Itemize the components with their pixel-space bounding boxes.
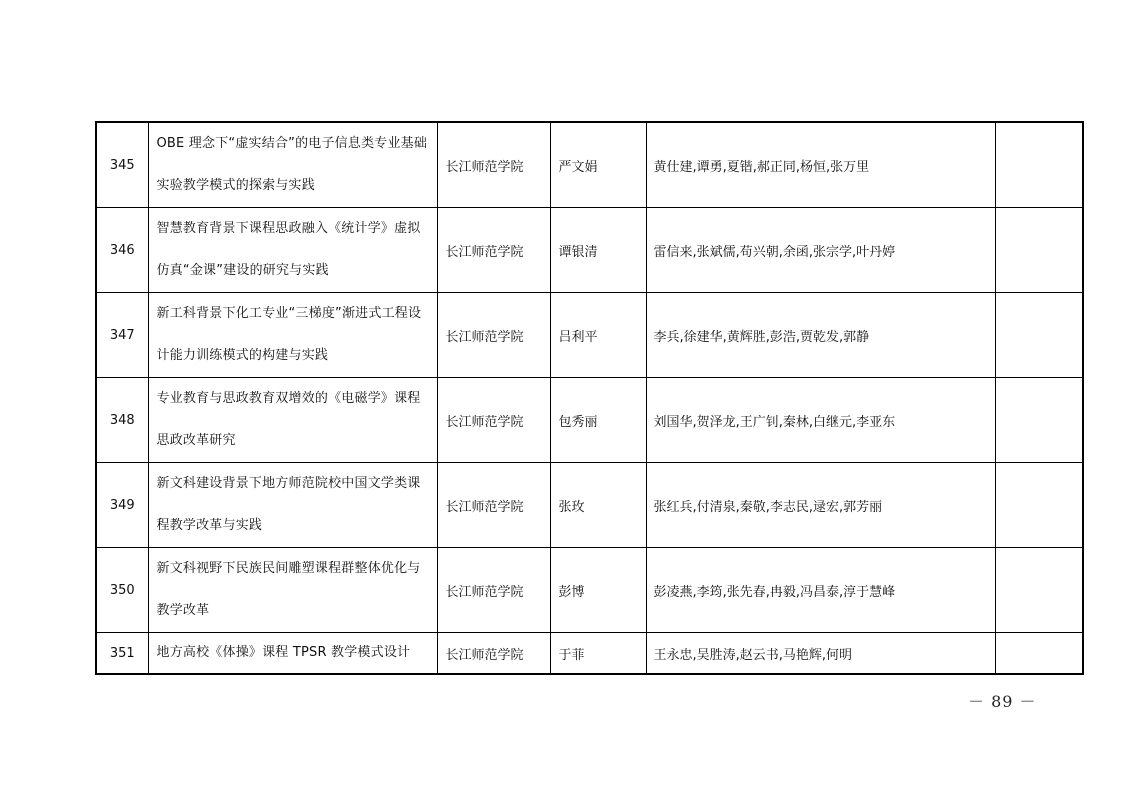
team-members: 王永忠,吴胜涛,赵云书,马艳辉,何明 (646, 633, 995, 675)
project-title: 智慧教育背景下课程思政融入《统计学》虚拟仿真“金课”建设的研究与实践 (148, 208, 437, 293)
remarks-cell (995, 208, 1083, 293)
team-members: 雷信来,张斌儒,苟兴朝,余函,张宗学,叶丹婷 (646, 208, 995, 293)
institution: 长江师范学院 (437, 122, 550, 208)
row-number: 348 (96, 378, 148, 463)
row-number: 345 (96, 122, 148, 208)
project-table-body (96, 122, 1083, 674)
project-leader: 张玫 (550, 463, 646, 548)
project-table (95, 121, 1084, 675)
team-members: 黄仕建,谭勇,夏锴,郝正同,杨恒,张万里 (646, 122, 995, 208)
institution: 长江师范学院 (437, 208, 550, 293)
remarks-cell (995, 548, 1083, 633)
remarks-cell (995, 378, 1083, 463)
table-row (96, 208, 1083, 293)
row-number: 347 (96, 293, 148, 378)
remarks-cell (995, 293, 1083, 378)
remarks-cell (995, 463, 1083, 548)
institution: 长江师范学院 (437, 293, 550, 378)
row-number: 351 (96, 633, 148, 675)
project-leader: 包秀丽 (550, 378, 646, 463)
table-row (96, 548, 1083, 633)
table-row (96, 378, 1083, 463)
team-members: 刘国华,贺泽龙,王广钊,秦林,白继元,李亚东 (646, 378, 995, 463)
remarks-cell (995, 122, 1083, 208)
row-number: 349 (96, 463, 148, 548)
team-members: 李兵,徐建华,黄辉胜,彭浩,贾乾发,郭静 (646, 293, 995, 378)
project-title: 专业教育与思政教育双增效的《电磁学》课程思政改革研究 (148, 378, 437, 463)
table-row (96, 463, 1083, 548)
project-leader: 谭银清 (550, 208, 646, 293)
project-title: 新文科建设背景下地方师范院校中国文学类课程教学改革与实践 (148, 463, 437, 548)
project-title: 新文科视野下民族民间雕塑课程群整体优化与教学改革 (148, 548, 437, 633)
team-members: 彭凌燕,李筠,张先春,冉毅,冯昌泰,淳于慧峰 (646, 548, 995, 633)
project-leader: 吕利平 (550, 293, 646, 378)
table-row (96, 122, 1083, 208)
project-leader: 彭博 (550, 548, 646, 633)
remarks-cell (995, 633, 1083, 675)
institution: 长江师范学院 (437, 633, 550, 675)
table-row (96, 633, 1083, 675)
page-number: － 89 － (968, 692, 1037, 711)
institution: 长江师范学院 (437, 378, 550, 463)
project-title: 地方高校《体操》课程 TPSR 教学模式设计 (148, 633, 437, 675)
project-leader: 严文娟 (550, 122, 646, 208)
institution: 长江师范学院 (437, 548, 550, 633)
table-row (96, 293, 1083, 378)
row-number: 346 (96, 208, 148, 293)
project-title: 新工科背景下化工专业“三梯度”渐进式工程设计能力训练模式的构建与实践 (148, 293, 437, 378)
team-members: 张红兵,付清泉,秦敬,李志民,逯宏,郭芳丽 (646, 463, 995, 548)
institution: 长江师范学院 (437, 463, 550, 548)
project-leader: 于菲 (550, 633, 646, 675)
project-title: OBE 理念下“虚实结合”的电子信息类专业基础实验教学模式的探索与实践 (148, 122, 437, 208)
row-number: 350 (96, 548, 148, 633)
